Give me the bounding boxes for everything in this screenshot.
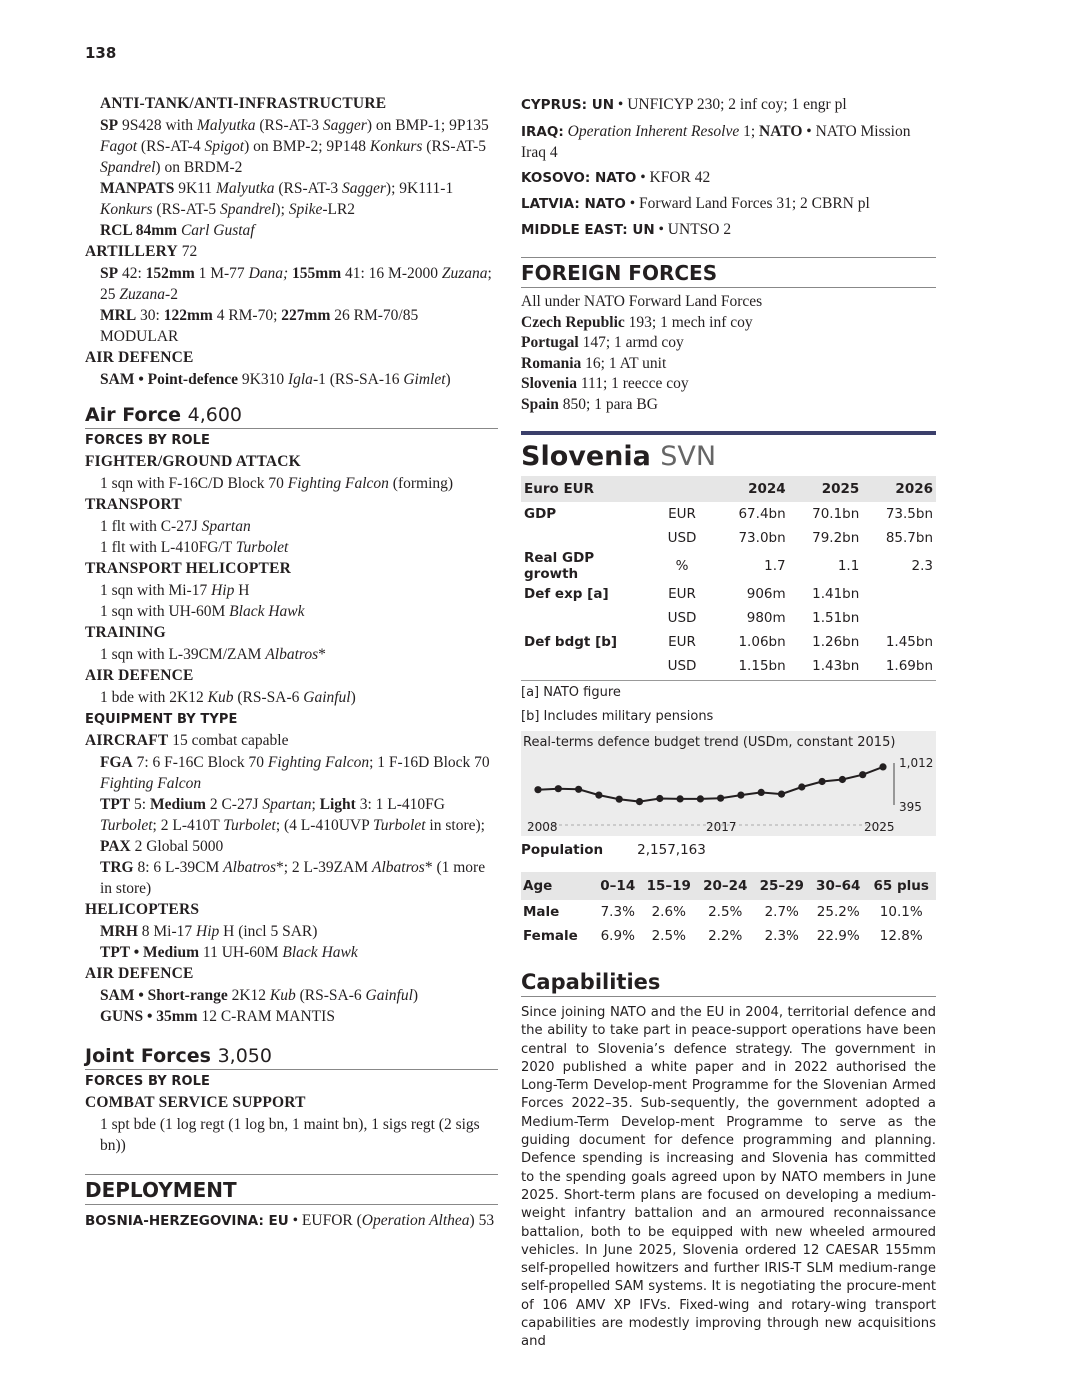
- joint-forces-heading: Joint Forces 3,050: [85, 1045, 498, 1070]
- data-point: [616, 796, 623, 803]
- deployment-heading: DEPLOYMENT: [85, 1174, 498, 1205]
- at-sp-line: SP 9S428 with Malyutka (RS-AT-3 Sagger) on BMP-1; 9P135 Fagot (RS-AT-4 Spigot) on BMP-2; 9P148 Konkurs (RS-AT-5 Spandrel) on BRDM-2: [100, 117, 489, 176]
- table-row: Male 7.3% 2.6% 2.5% 2.7% 25.2% 10.1%: [523, 904, 923, 920]
- data-point: [717, 795, 724, 802]
- data-point: [677, 795, 684, 802]
- note-a: [a] NATO figure: [521, 685, 621, 700]
- table-row: USD 1.15bn 1.43bn 1.69bn: [667, 658, 933, 674]
- transport-heading: TRANSPORT: [85, 496, 182, 513]
- deployment-bosnia: BOSNIA-HERZEGOVINA: EU • EUFOR (Operation Althea) 53: [85, 1212, 495, 1229]
- table-row: USD 980m 1.51bn: [667, 610, 860, 626]
- foreign-forces-heading: FOREIGN FORCES: [521, 257, 936, 288]
- transport-heli-heading: TRANSPORT HELICOPTER: [85, 560, 291, 577]
- data-point: [636, 798, 643, 805]
- at-rcl-line: RCL 84mm Carl Gustaf: [100, 222, 255, 239]
- x-tick-label: 2017: [706, 820, 737, 834]
- age-table-header: Age 0–14 15–19 20–24 25–29 30–64 65 plus: [521, 872, 936, 900]
- aircraft-heading: AIRCRAFT 15 combat capable: [85, 732, 289, 749]
- foreign-force-item: Romania 16; 1 AT unit: [521, 354, 667, 372]
- transport-line-2: 1 flt with L-410FG/T Turbolet: [100, 539, 289, 556]
- data-point: [798, 783, 805, 790]
- deployment-middle-east: MIDDLE EAST: UN • UNTSO 2: [521, 221, 732, 238]
- foreign-force-item: Spain 850; 1 para BG: [521, 395, 658, 413]
- table-row: GDP EUR 67.4bn 70.1bn 73.5bn: [524, 506, 933, 522]
- data-point: [534, 786, 541, 793]
- data-point: [555, 785, 562, 792]
- training-heading: TRAINING: [85, 624, 166, 641]
- foreign-force-item: Czech Republic 193; 1 mech inf coy: [521, 313, 753, 331]
- data-point: [737, 792, 744, 799]
- at-heading: ANTI-TANK/ANTI-INFRASTRUCTURE: [100, 95, 387, 112]
- fga-heading: FIGHTER/GROUND ATTACK: [85, 453, 301, 470]
- fga-equipment-line: FGA 7: 6 F-16C Block 70 Fighting Falcon; 1 F-16D Block 70 Fighting Falcon: [100, 754, 490, 792]
- guns-equipment-line: GUNS • 35mm 12 C-RAM MANTIS: [100, 1008, 335, 1025]
- data-point: [819, 778, 826, 785]
- sam-equipment-line: SAM • Short-range 2K12 Kub (RS-SA-6 Gainful): [100, 987, 419, 1004]
- transport-heli-line-1: 1 sqn with Mi-17 Hip H: [100, 582, 250, 599]
- data-point: [575, 786, 582, 793]
- note-b: [b] Includes military pensions: [521, 709, 714, 724]
- capabilities-text: Since joining NATO and the EU in 2004, territorial defence and the ability to take part in peace-support operations have been central to Slovenia’s defence strategy. The government in 2020 published a white paper and in 2022 authorised the Long-Term Develop-ment Programme for the Slovenian Armed Forces 2022–35. Sub-sequently, the government adopted a Medium-Term Develop-ment Programme to serve as the guiding document for defence programming and planning. Defence spending is increasing and Slovenia has committed to the spending goals agreed upon by NATO members in June 2025. Short-term plans are focused on developing a medium-weight infantry battalion and an armoured reconnaissance battalion, both to be equipped with new wheeled armoured vehicles. In June 2025, Slovenia ordered 12 CAESAR 155mm self-propelled howitzers and further IRIS-T SLM medium-range self-propelled SAM systems. It is negotiating the procure-ment of 106 AMV XP IFVs. Fixed-wing and rotary-wing transport capabilities are modestly improving through new acquisitions and: [521, 1005, 936, 1350]
- helicopters-heading: HELICOPTERS: [85, 901, 200, 918]
- left-column: [85, 93, 498, 1234]
- capabilities-heading: Capabilities: [521, 970, 936, 997]
- ad-sam-line: SAM • Point-defence 9K310 Igla-1 (RS-SA-16 Gimlet): [100, 371, 451, 388]
- age-table: [521, 872, 936, 948]
- tpt-equipment-line: TPT 5: Medium 2 C-27J Spartan; Light 3: 1 L-410FG Turbolet; 2 L-410T Turbolet; (4 L-410UVP Turbolet in store); PAX 2 Global 5000: [100, 796, 485, 855]
- trg-equipment-line: TRG 8: 6 L-39CM Albatros*; 2 L-39ZAM Albatros* (1 more in store): [100, 859, 486, 897]
- budget-trend-chart: [521, 731, 936, 836]
- fga-line: 1 sqn with F-16C/D Block 70 Fighting Falcon (forming): [100, 475, 454, 492]
- at-manpats-line: MANPATS 9K11 Malyutka (RS-AT-3 Sagger); 9K111-1 Konkurs (RS-AT-5 Spandrel); Spike-LR2: [100, 180, 454, 218]
- deployment-kosovo: KOSOVO: NATO • KFOR 42: [521, 169, 711, 186]
- forces-by-role-label: FORCES BY ROLE: [85, 433, 211, 448]
- air-defence-3-heading: AIR DEFENCE: [85, 965, 194, 982]
- data-point: [859, 771, 866, 778]
- deployment-cyprus: CYPRUS: UN • UNFICYP 230; 2 inf coy; 1 engr pl: [521, 96, 847, 113]
- y-tick-label: 1,012: [899, 756, 934, 770]
- economic-table-header: Euro EUR 2024 2025 2026: [521, 476, 936, 502]
- foreign-force-item: Portugal 147; 1 armd coy: [521, 334, 684, 351]
- deployment-iraq: IRAQ: Operation Inherent Resolve 1; NATO • NATO Mission Iraq 4: [521, 123, 911, 161]
- table-row: Def exp [a] EUR 906m 1.41bn: [524, 586, 860, 602]
- series-line: [538, 767, 883, 802]
- air-defence-2-heading: AIR DEFENCE: [85, 667, 194, 684]
- data-point: [778, 791, 785, 798]
- air-defence-2-line: 1 bde with 2K12 Kub (RS-SA-6 Gainful): [100, 689, 356, 706]
- css-line: 1 spt bde (1 log regt (1 log bn, 1 maint bn), 1 sigs regt (2 sigs bn)): [100, 1116, 480, 1154]
- y-tick-label: 395: [899, 800, 922, 814]
- population-line: Population 2,157,163: [521, 842, 706, 858]
- country-title: Slovenia SVN: [521, 441, 717, 472]
- budget-trend-plot: [521, 753, 936, 835]
- joint-forces-by-role-label: FORCES BY ROLE: [85, 1074, 211, 1089]
- tpt-heli-equipment-line: TPT • Medium 11 UH-60M Black Hawk: [100, 944, 358, 961]
- air-force-heading: Air Force 4,600: [85, 404, 498, 429]
- series-line-group: [534, 763, 886, 805]
- foreign-forces-intro: All under NATO Forward Land Forces: [521, 293, 763, 310]
- data-point: [595, 792, 602, 799]
- data-point: [656, 795, 663, 802]
- data-point: [697, 795, 704, 802]
- chart-title: Real-terms defence budget trend (USDm, constant 2015): [523, 735, 896, 750]
- page-number: 138: [85, 44, 117, 62]
- air-defence-heading: AIR DEFENCE: [85, 349, 194, 366]
- x-tick-label: 2008: [527, 820, 558, 834]
- table-row: Female 6.9% 2.5% 2.2% 2.3% 22.9% 12.8%: [523, 928, 923, 944]
- x-tick-label: 2025: [864, 820, 895, 834]
- data-point: [879, 763, 886, 770]
- mrh-equipment-line: MRH 8 Mi-17 Hip H (incl 5 SAR): [100, 923, 318, 940]
- economic-table: [521, 476, 936, 678]
- table-row: Def bdgt [b] EUR 1.06bn 1.26bn 1.45bn: [524, 634, 933, 650]
- country-divider: [521, 431, 936, 435]
- right-column: [521, 93, 936, 1352]
- arty-mrl-line: MRL 30: 122mm 4 RM-70; 227mm 26 RM-70/85 MODULAR: [100, 307, 419, 345]
- foreign-forces-list: [521, 292, 936, 415]
- foreign-force-item: Slovenia 111; 1 reecce coy: [521, 375, 689, 392]
- deployment-latvia: LATVIA: NATO • Forward Land Forces 31; 2 CBRN pl: [521, 195, 870, 212]
- data-point: [839, 776, 846, 783]
- equipment-by-type-label: EQUIPMENT BY TYPE: [85, 712, 238, 727]
- transport-heli-line-2: 1 sqn with UH-60M Black Hawk: [100, 603, 305, 620]
- css-heading: COMBAT SERVICE SUPPORT: [85, 1094, 306, 1111]
- training-line: 1 sqn with L-39CM/ZAM Albatros*: [100, 646, 326, 663]
- transport-line-1: 1 flt with C-27J Spartan: [100, 518, 251, 535]
- data-point: [758, 789, 765, 796]
- table-row: USD 73.0bn 79.2bn 85.7bn: [667, 530, 933, 546]
- arty-sp-line: SP 42: 152mm 1 M-77 Dana; 155mm 41: 16 M-2000 Zuzana; 25 Zuzana-2: [100, 265, 492, 303]
- table-row: Real GDP growth % 1.7 1.1 2.3: [524, 550, 933, 582]
- artillery-heading: ARTILLERY 72: [85, 243, 198, 260]
